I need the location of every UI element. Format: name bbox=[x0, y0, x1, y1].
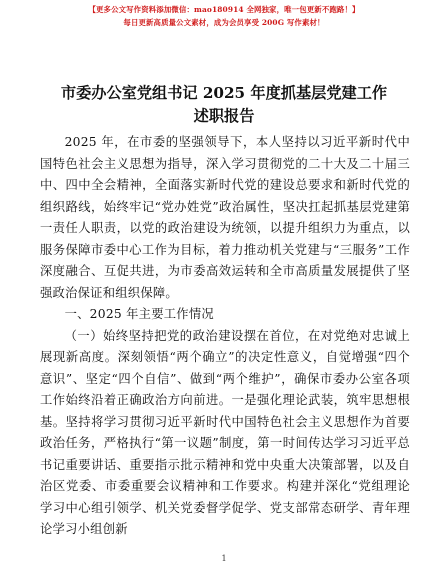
promo-banner-line1: 【更多公文写作资料添加微信：mao180914 全网独家，唯一包更新不跑路！】 bbox=[88, 5, 360, 14]
document-title-continued: 述职报告 bbox=[193, 107, 255, 125]
intro-paragraph: 2025 年，在市委的坚强领导下，本人坚持以习近平新时代中国特色社会主义思想为指导，深入学习贯彻党的二十大及二十届三中、四中全会精神，全面落实新时代党的建设总要求和新时代党的组织路线，始终牢记“党办姓党”政治属性，坚决扛起抓基层党建第一责任人职责，以党的政治建设为统领，以提升组织力为重点，以服务保障市委中心工作为目标，着力推动机关党建与“三服务”工作深度融合、互促共进，为市委高效运转和全市高质量发展提供了坚强政治保证和组织保障。 bbox=[40, 135, 410, 300]
page-number: 1 bbox=[221, 554, 227, 563]
document-title: 市委办公室党组书记 2025 年度抓基层党建工作 bbox=[60, 84, 388, 102]
section-heading: 一、2025 年主要工作情况 bbox=[64, 307, 214, 321]
promo-banner-line2: 每日更新高质量公文素材，成为会员享受 200G 写作素材！ bbox=[123, 18, 325, 27]
document-body bbox=[40, 132, 410, 541]
body-paragraph: （一）始终坚持把党的政治建设摆在首位，在对党绝对忠诚上展现新高度。深刻领悟“两个确立”的决定性意义，自觉增强“四个意识”、坚定“四个自信”、做到“两个维护”，确保市委办公室各项工作始终沿着正确政治方向前进。一是强化理论武装，筑牢思想根基。坚持将学习贯彻习近平新时代中国特色社会主义思想作为首要政治任务，严格执行“第一议题”制度，第一时间传达学习习近平总书记重要讲话、重要指示批示精神和党中央重大决策部署，以及自治区党委、市委重要会议精神和工作要求。构建并深化“党组理论学习中心组引领学、机关党委督学促学、党支部常态研学、青年理论学习小组创新 bbox=[40, 328, 410, 536]
